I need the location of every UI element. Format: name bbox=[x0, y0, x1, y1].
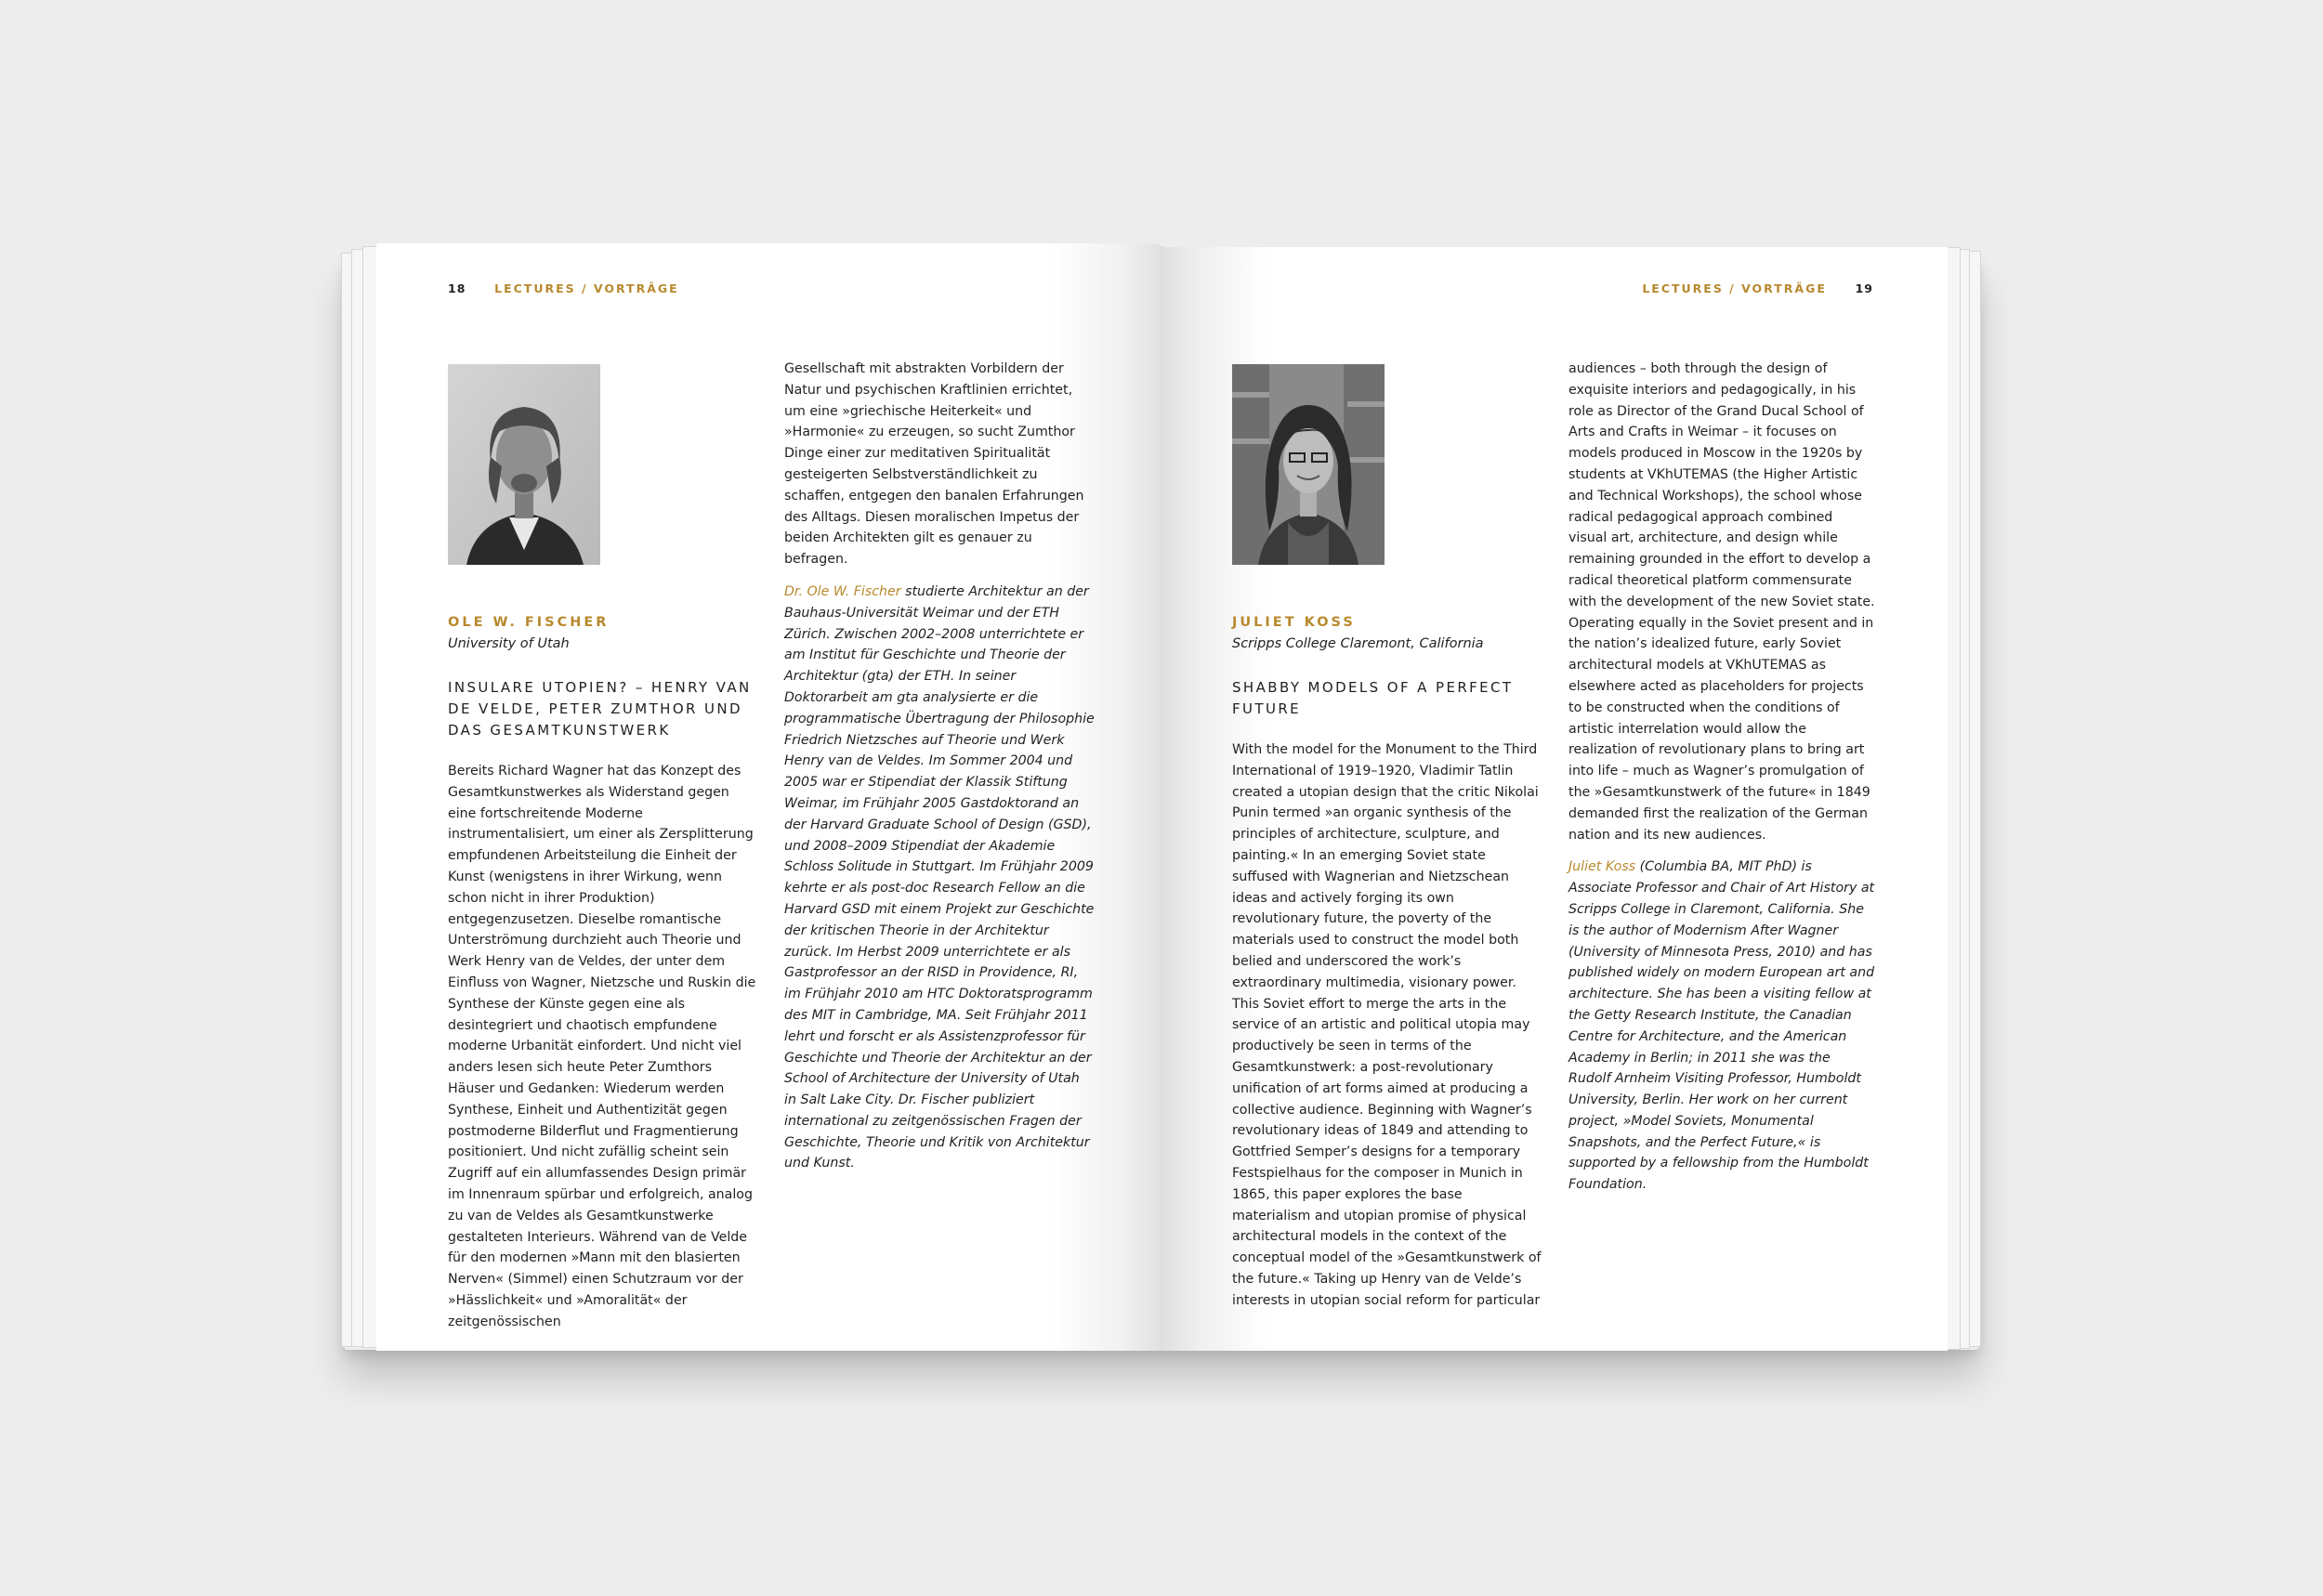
section-title: LECTURES / VORTRÄGE bbox=[494, 281, 679, 295]
section-title: LECTURES / VORTRÄGE bbox=[1642, 281, 1827, 295]
abstract-text-continued: audiences – both through the design of exquisite interiors and pedagogically, in his role as Director of the Grand Ducal School of Arts and Crafts in Weimar – it focuses on models produced in Moscow in the 1920s by students at VKhUTEMAS (the Higher Artistic and Technical Workshops), the school whose radical pedagogical approach combined visual art, architecture, and design while remaining grounded in the effort to develop a radical theoretical platform commensurate with the development of the new Soviet state. Operating equally in the Soviet present and in the nation’s idealized future, early Soviet architectural models at VKhUTEMAS as elsewhere acted as placeholders for projects to be constructed when the conditions of artistic interrelation would allow the realization of revolutionary plans to bring art into life – much as Wagner’s promulgation of the »Gesamtkunstwerk of the future« in 1849 demanded first the realization of the German nation and its new audiences. bbox=[1568, 361, 1875, 843]
speaker-affiliation: University of Utah bbox=[448, 636, 570, 651]
speaker-name: JULIET KOSS bbox=[1232, 615, 1356, 630]
lecture-title: INSULARE UTOPIEN? – HENRY VAN DE VELDE, PETER ZUMTHOR UND DAS GESAMTKUNSTWERK bbox=[448, 679, 752, 739]
speaker-bio bbox=[1568, 857, 1875, 1196]
abstract-column-2 bbox=[784, 359, 1096, 1185]
abstract-text: With the model for the Monument to the Third International of 1919–1920, Vladimir Tatlin created a utopian design that the critic Nikolai Punin termed »an organic synthesis of the principles of architecture, sculpture, and painting.« In an emerging Soviet state suffused with Wagnerian and Nietzschean ideas and actively forging its own revolutionary future, the poverty of the materials used to construct the model both belied and underscored the work’s extraordinary multimedia, visionary power. This Soviet effort to merge the arts in the service of an artistic and political utopia may productively be seen in terms of the Gesamtkunstwerk: a post-revolutionary unification of art forms aimed at producing a collective audience. Beginning with Wagner’s revolutionary ideas of 1849 and attending to Gottfried Semper’s designs for a temporary Festspielhaus for the composer in Munich in 1865, this paper explores the base materialism and utopian promise of physical architectural models in the context of the conceptual model of the »Gesamtkunstwerk of the future.« Taking up Henry van de Velde’s interests in utopian social reform for particular bbox=[1232, 742, 1542, 1308]
portrait-fischer-image bbox=[448, 364, 600, 565]
speaker-name: OLE W. FISCHER bbox=[448, 615, 610, 630]
abstract-column-2 bbox=[1568, 359, 1875, 1207]
page-number: 18 bbox=[448, 281, 466, 295]
bio-name: Juliet Koss bbox=[1568, 859, 1636, 875]
portrait-koss-image bbox=[1232, 364, 1385, 565]
abstract-column-1 bbox=[1232, 739, 1543, 1312]
bio-name: Dr. Ole W. Fischer bbox=[784, 583, 901, 599]
speaker-affiliation: Scripps College Claremont, California bbox=[1232, 636, 1484, 651]
abstract-text-continued: Gesellschaft mit abstrakten Vorbildern der Natur und psychischen Kraftlinien errichtet, um eine »griechische Heiterkeit« und »Harmonie« zu erzeugen, so sucht Zumthor Dinge einer zur meditativen Spiritualität gesteigerten Selbstverständlichkeit zu schaffen, entgegen den banalen Erfahrungen des Alltags. Diesen moralischen Impetus der beiden Architekten gilt es genauer zu befragen. bbox=[784, 361, 1084, 568]
speaker-portrait bbox=[1232, 364, 1385, 565]
bio-text: studierte Architektur an der Bauhaus-Universität Weimar und der ETH Zürich. Zwischen 2002–2008 unterrichtete er am Institut für Geschichte und Theorie der Architektur (gta) der ETH. In seiner Doktorarbeit am gta analysierte er die programmatische Übertragung der Philosophie Friedrich Nietzsches auf Theorie und Werk Henry van de Veldes. Im Sommer 2004 und 2005 war er Stipendiat der Klassik Stiftung Weimar, im Frühjahr 2005 Gastdoktorand an der Harvard Graduate School of Design (GSD), und 2008–2009 Stipendiat der Akademie Schloss Solitude in Stuttgart. Im Frühjahr 2009 kehrte er als post-doc Research Fellow an die Harvard GSD mit einem Projekt zur Geschichte der kritischen Theorie in der Architektur zurück. Im Herbst 2009 unterrichtete er als Gastprofessor an der RISD in Providence, RI, im Frühjahr 2010 am HTC Doktoratsprogramm des MIT in Cambridge, MA. Seit Frühjahr 2011 lehrt und forscht er als Assistenzprofessor für Geschichte und Theorie der Architektur an der School of Architecture der University of Utah in Salt Lake City. Dr. Fischer publiziert international zu zeitgenössischen Fragen der Geschichte, Theorie und Kritik von Architektur und Kunst. bbox=[784, 583, 1095, 1171]
speaker-bio bbox=[784, 582, 1096, 1174]
page-number: 19 bbox=[1855, 281, 1873, 295]
left-running-head bbox=[448, 281, 679, 295]
bio-text: (Columbia BA, MIT PhD) is Associate Professor and Chair of Art History at Scripps College in Claremont, California. She is the author of Modernism After Wagner (University of Minnesota Press, 2010) and has published widely on modern European art and architecture. She has been a visiting fellow at the Getty Research Institute, the Canadian Centre for Architecture, and the American Academy in Berlin; in 2011 she was the Rudolf Arnheim Visiting Professor, Humboldt University, Berlin. Her work on her current project, »Model Soviets, Monumental Snapshots, and the Perfect Future,« is supported by a fellowship from the Humboldt Foundation. bbox=[1568, 859, 1875, 1193]
abstract-text: Bereits Richard Wagner hat das Konzept des Gesamtkunstwerkes als Widerstand gegen eine fortschreitende Moderne instrumentalisiert, um einer als Zersplitterung empfundenen Arbeitsteilung die Einheit der Kunst (wenigstens in ihrer Wirkung, wenn schon nicht in ihrer Produktion) entgegenzusetzen. Dieselbe romantische Unterströmung durchzieht auch Theorie und Werk Henry van de Veldes, der unter dem Einfluss von Wagner, Nietzsche und Ruskin die Synthese der Künste gegen eine als desintegriert und chaotisch empfundene moderne Urbanität einfordert. Und nicht viel anders lesen sich heute Peter Zumthors Häuser und Gedanken: Wiederum werden Synthese, Einheit und Authentizität gegen postmoderne Bilderflut und Fragmentierung positioniert. Und nicht zufällig scheint sein Zugriff auf ein allumfassendes Design primär im Innenraum spürbar und erfolgreich, analog zu van de Veldes als Gesamtkunstwerke gestalteten Interieurs. Während van de Velde für den modernen »Mann mit den blasierten Nerven« (Simmel) einen Schutzraum vor der »Hässlichkeit« und »Amoralität« der zeitgenössischen bbox=[448, 764, 756, 1329]
speaker-portrait bbox=[448, 364, 600, 565]
right-running-head bbox=[1642, 281, 1873, 295]
abstract-column-1 bbox=[448, 761, 759, 1333]
lecture-title: SHABBY MODELS OF A PERFECT FUTURE bbox=[1232, 679, 1514, 717]
